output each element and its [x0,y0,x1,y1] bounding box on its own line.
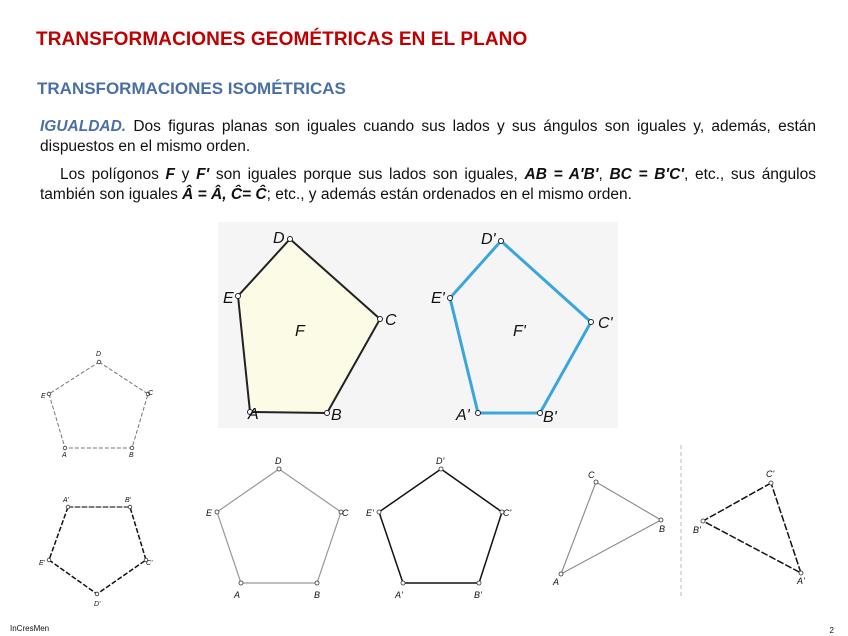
vertex-label: A' [395,590,403,600]
vertex-label: A' [456,407,470,424]
text-fragment: y [175,166,197,183]
vertex-label: B' [125,497,132,504]
vertex-label: D' [94,601,101,608]
vertex-label: C' [766,469,775,479]
vertex-label: D [275,456,282,466]
vertex-label: C [342,508,349,518]
vertex-label: A [248,406,259,423]
mid-pentagon-1 [200,455,360,605]
vertex-label: B' [474,590,482,600]
vertex-label: E [223,290,234,307]
vertex-label: D' [481,231,496,248]
vertex-label: A' [797,576,805,586]
vertex-label: D [96,351,102,358]
polygon-name-f-prime: F' [196,166,210,183]
vertex-label: C [588,470,595,480]
footer-brand: InCresMen [10,624,50,633]
vertex-label: B' [693,525,701,535]
vertex-label: C [148,390,154,397]
vertex-label: B [331,407,342,424]
page-title: TRANSFORMACIONES GEOMÉTRICAS EN EL PLANO [36,29,528,50]
vertex-label: E' [431,290,445,307]
small-pentagon-1 [35,346,165,460]
equation-angles: Â = Â, Ĉ= Ĉ [182,185,267,203]
small-pentagon-2 [35,495,165,609]
polygon-name-f: F [165,166,176,183]
definition-text: Dos figuras planas son iguales cuando sus lados y sus ángulos son iguales y, además, están dispuestos en el mismo orden. [40,118,816,155]
text-fragment: Los polígonos [60,166,166,183]
vertex-label: A [62,452,67,459]
vertex-label: B [314,590,321,600]
main-figure [218,222,618,428]
vertex-label: B' [543,409,557,426]
vertex-label: C' [146,560,153,567]
text-fragment: son iguales porque sus lados son iguales, [209,166,525,183]
text-fragment: ; etc., y además están ordenados en el mismo orden. [266,185,632,203]
vertex-label: D [273,230,285,247]
equation-ab: AB = A'B' [524,166,599,183]
paragraph-definition [40,117,816,156]
keyword-igualdad: IGUALDAD. [40,118,127,135]
section-subtitle: TRANSFORMACIONES ISOMÉTRICAS [37,79,346,98]
vertex-label: E [41,393,46,400]
vertex-label: E [206,508,213,518]
vertex-label: D' [436,456,445,466]
paragraph-example [40,165,816,204]
text-fragment: , [598,166,610,183]
mid-pentagon-2 [362,455,522,605]
equation-bc: BC = B'C' [609,166,684,183]
vertex-label: A [553,577,560,587]
vertex-label: E' [39,560,46,567]
vertex-label: E' [366,508,374,518]
vertex-label: B [129,452,134,459]
page-number: 2 [829,626,834,635]
vertex-label: C [385,312,397,329]
vertex-label: C' [503,508,512,518]
vertex-label: B [659,524,666,534]
polygon-label-f: F [295,323,305,340]
vertex-label: A [234,590,241,600]
polygon-label-f-prime: F' [513,323,526,340]
triangles-figure [540,440,840,600]
text-fragment: , etc., sus ángulos también son iguales [40,166,816,203]
vertex-label: C' [598,315,613,332]
vertex-label: A' [63,497,70,504]
